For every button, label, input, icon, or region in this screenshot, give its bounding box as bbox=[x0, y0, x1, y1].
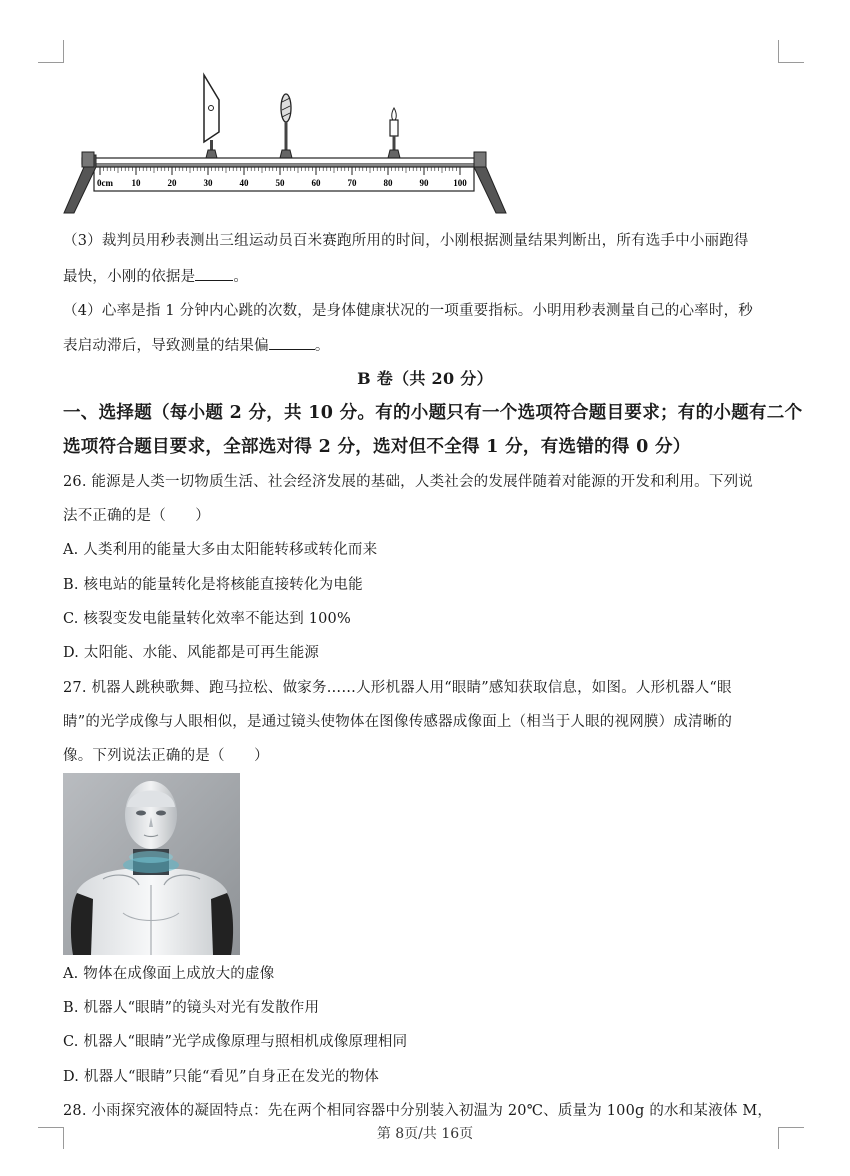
ruler-tick-label: 20 bbox=[167, 178, 177, 188]
ruler-tick-label: 70 bbox=[347, 178, 357, 188]
optical-bench-figure bbox=[60, 70, 510, 218]
crop-mark-top-left bbox=[63, 40, 64, 62]
ruler-tick-label: 50 bbox=[275, 178, 285, 188]
screen-icon bbox=[204, 75, 219, 162]
section-b-heading-line1: 一、选择题（每小题 2 分，共 10 分。有的小题只有一个选项符合题目要求；有的小题有二个 bbox=[63, 403, 803, 423]
q26-stem-line1: 26. 能源是人类一切物质生活、社会经济发展的基础，人类社会的发展伴随着对能源的开发和利用。下列说 bbox=[63, 474, 753, 490]
q27-option-d[interactable]: D. 机器人“眼睛”只能“看见”自身正在发光的物体 bbox=[63, 1069, 379, 1085]
crop-mark-top-right bbox=[778, 62, 804, 63]
ruler bbox=[94, 167, 474, 191]
q27-option-b[interactable]: B. 机器人“眼睛”的镜头对光有发散作用 bbox=[63, 1000, 320, 1016]
ruler-tick-label: 40 bbox=[239, 178, 249, 188]
section-b-heading-line2: 选项符合题目要求，全部选对得 2 分，选对但不全得 1 分，有选错的得 0 分） bbox=[63, 437, 691, 457]
ruler-tick-label: 60 bbox=[311, 178, 321, 188]
q27-option-a[interactable]: A. 物体在成像面上成放大的虚像 bbox=[63, 966, 275, 982]
q27-option-c[interactable]: C. 机器人“眼睛”光学成像原理与照相机成像原理相同 bbox=[63, 1034, 408, 1050]
candle-icon bbox=[387, 108, 401, 162]
ruler-unit-label: 0cm bbox=[97, 178, 113, 188]
crop-mark-top-right bbox=[778, 40, 779, 62]
crop-mark-top-left bbox=[38, 62, 64, 63]
q26-option-a[interactable]: A. 人类利用的能量大多由太阳能转移或转化而来 bbox=[63, 542, 378, 558]
humanoid-robot-image bbox=[63, 773, 240, 955]
q26-stem-line2: 法不正确的是（ ） bbox=[63, 508, 210, 524]
q25-part4-end: 。 bbox=[314, 338, 330, 354]
q25-part4-line1: （4）心率是指 1 分钟内心跳的次数，是身体健康状况的一项重要指标。小明用秒表测量自己的心率时，秒 bbox=[63, 303, 753, 319]
ruler-tick-label: 80 bbox=[383, 178, 393, 188]
q26-option-d[interactable]: D. 太阳能、水能、风能都是可再生能源 bbox=[63, 645, 320, 661]
answer-blank[interactable] bbox=[195, 266, 233, 281]
ruler-tick-label: 100 bbox=[453, 178, 467, 188]
q28-stem-line1: 28. 小雨探究液体的凝固特点：先在两个相同容器中分别装入初温为 20℃、质量为 100g 的水和某液体 M， bbox=[63, 1103, 773, 1119]
q25-part3-end: 。 bbox=[233, 269, 249, 285]
q25-part3-line1: （3）裁判员用秒表测出三组运动员百米赛跑所用的时间，小刚根据测量结果判断出，所有选手中小丽跑得 bbox=[63, 233, 749, 249]
q27-stem-line2: 睛”的光学成像与人眼相似，是通过镜头使物体在图像传感器成像面上（相当于人眼的视网膜）成清晰的 bbox=[63, 714, 733, 730]
ruler-tick-label: 90 bbox=[419, 178, 429, 188]
answer-blank[interactable] bbox=[269, 335, 315, 350]
convex-lens-icon bbox=[279, 94, 293, 162]
q26-option-c[interactable]: C. 核裂变发电能量转化效率不能达到 100% bbox=[63, 611, 351, 627]
page-number-footer: 第 8页/共 16页 bbox=[376, 1126, 474, 1142]
ruler-tick-label: 30 bbox=[203, 178, 213, 188]
q25-part3-line2 bbox=[63, 266, 248, 287]
ruler-tick-label: 10 bbox=[131, 178, 141, 188]
q25-part4-text: 表启动滞后，导致测量的结果偏 bbox=[63, 338, 269, 354]
q25-part4-line2 bbox=[63, 335, 330, 356]
q26-option-b[interactable]: B. 核电站的能量转化是将核能直接转化为电能 bbox=[63, 577, 363, 593]
q27-stem-line1: 27. 机器人跳秧歌舞、跑马拉松、做家务……人形机器人用“眼睛”感知获取信息，如图。人形机器人“眼 bbox=[63, 680, 732, 696]
section-b-title: B 卷（共 20 分） bbox=[357, 369, 493, 388]
q27-stem-line3: 像。下列说法正确的是（ ） bbox=[63, 748, 269, 764]
q25-part3-text: 最快，小刚的依据是 bbox=[63, 269, 196, 285]
